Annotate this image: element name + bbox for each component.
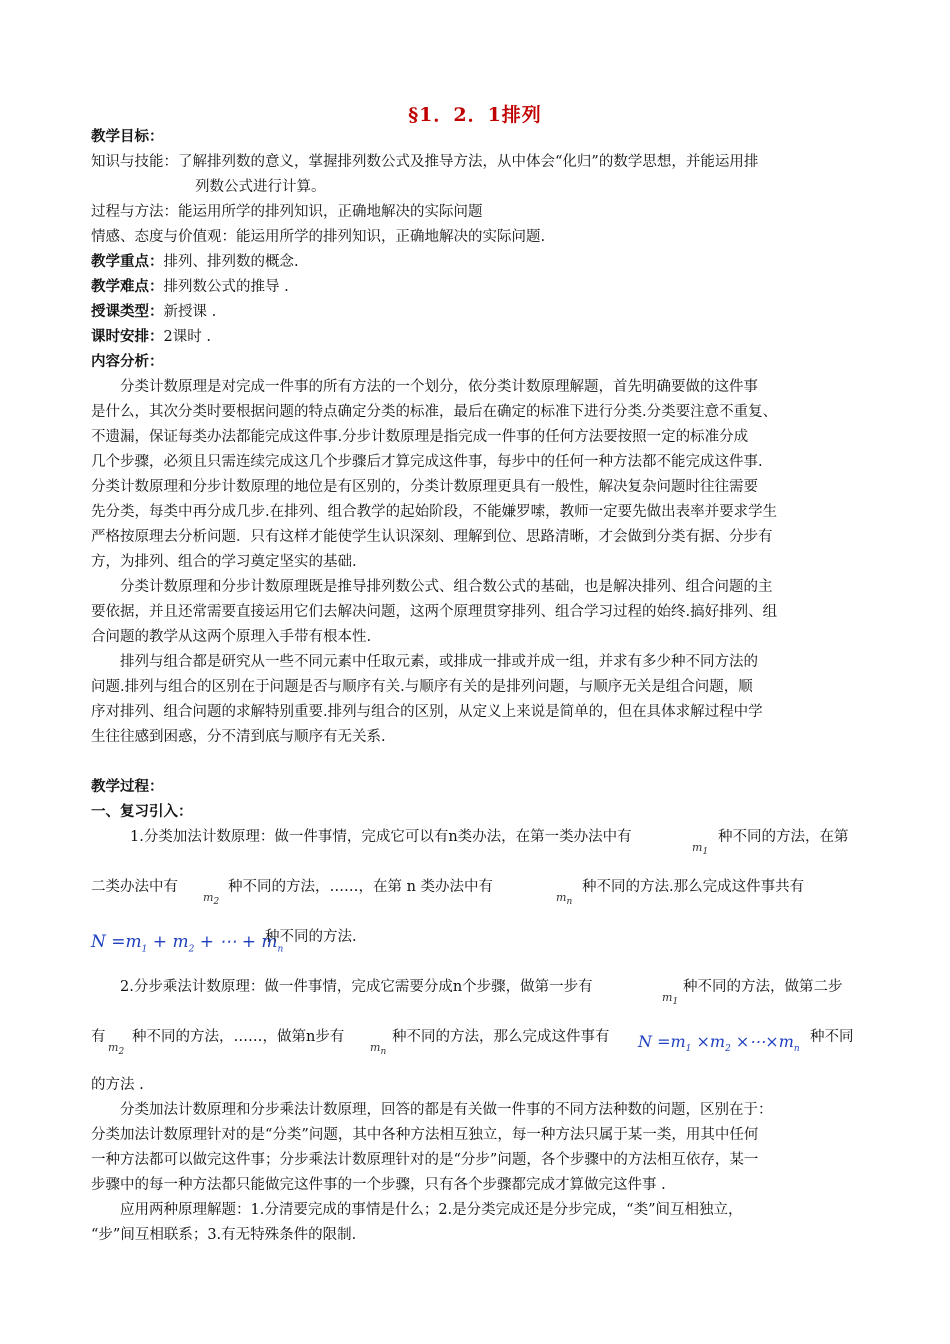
addition-text-b: 种不同的方法，在第 — [718, 829, 849, 845]
multiplication-text-2b: 种不同的方法，……，做第n步有 — [132, 1029, 345, 1045]
addition-formula-tail: 种不同的方法. — [265, 929, 357, 945]
goals-knowledge-2: 列数公式进行计算。 — [195, 179, 326, 195]
goals-heading: 教学目标： — [91, 128, 164, 145]
schedule-label: 课时安排： — [91, 328, 164, 345]
math-m1-b: $m_1$ — [662, 991, 679, 1008]
application-line: “步”间互相联系；3.有无特殊条件的限制. — [91, 1227, 357, 1243]
multiplication-text-1a: 2.分步乘法计数原理：做一件事情，完成它需要分成n个步骤，做第一步有 — [120, 979, 593, 995]
difficulty-label: 教学难点： — [91, 278, 164, 295]
analysis-p3-line: 问题.排列与组合的区别在于问题是否与顺序有关.与顺序有关的是排列问题，与顺序无关是组合问题，顺 — [91, 679, 753, 695]
addition-text-2a: 二类办法中有 — [91, 879, 178, 895]
math-mn: $m_n$ — [556, 891, 573, 908]
lesson-type-text: 新授课 . — [163, 304, 217, 320]
goals-knowledge-1: 知识与技能：了解排列数的意义，掌握排列数公式及推导方法，从中体会“化归”的数学思想，并能运用排 — [91, 154, 759, 170]
multiplication-text-2c: 种不同的方法，那么完成这件事有 — [392, 1029, 610, 1045]
analysis-p1-line: 几个步骤，必须且只需连续完成这几个步骤后才算完成这件事，每步中的任何一种方法都不能完成这件事. — [91, 454, 763, 470]
key-point — [91, 252, 299, 272]
key-point-text: 排列、排列数的概念. — [163, 254, 299, 270]
multiplication-text-2a: 有 — [91, 1029, 106, 1045]
analysis-p1-line: 分类计数原理和分步计数原理的地位是有区别的，分类计数原理更具有一般性，解决复杂问题时往往需要 — [91, 479, 758, 495]
comparison-line: 一种方法都可以做完这件事；分步乘法计数原理针对的是“分步”问题，各个步骤中的方法相互依存，某一 — [91, 1152, 759, 1168]
lesson-type-label: 授课类型： — [91, 303, 164, 320]
schedule — [91, 327, 211, 347]
analysis-p1-line: 方，为排列、组合的学习奠定坚实的基础. — [91, 554, 357, 570]
math-m1: $m_1$ — [692, 841, 709, 858]
multiplication-formula: $N =m_1 \times m_2$ $\times\cdots\times m_n$ — [638, 1032, 800, 1055]
comparison-line: 分类加法计数原理针对的是“分类”问题，其中各种方法相互独立，每一种方法只属于某一类，用其中任何 — [91, 1127, 759, 1143]
addition-text-2c: 种不同的方法.那么完成这件事共有 — [582, 879, 805, 895]
math-m2-b: $m_2$ — [108, 1041, 125, 1058]
analysis-p1-line: 分类计数原理是对完成一件事的所有方法的一个划分，依分类计数原理解题，首先明确要做的这件事 — [120, 379, 758, 395]
analysis-p1-line: 严格按原理去分析问题．只有这样才能使学生认识深刻、理解到位、思路清晰，才会做到分类有据、分步有 — [91, 529, 773, 545]
multiplication-text-3: 的方法 . — [91, 1077, 144, 1093]
addition-text-2b: 种不同的方法，……，在第 n 类办法中有 — [228, 879, 494, 895]
addition-formula: $N =m_1 + m_2$ + ⋯ + $m_n$ — [91, 932, 284, 955]
analysis-p2-line: 合问题的教学从这两个原理入手带有根本性. — [91, 629, 372, 645]
application-line: 应用两种原理解题：1.分清要完成的事情是什么；2.是分类完成还是分步完成，“类”间互相独立， — [120, 1202, 743, 1218]
analysis-p1-line: 不遗漏，保证每类办法都能完成这件事.分步计数原理是指完成一件事的任何方法要按照一定的标准分成 — [91, 429, 749, 445]
addition-principle-line-1 — [130, 827, 632, 847]
key-point-label: 教学重点： — [91, 253, 164, 270]
page-title: §1．2．1排列 — [408, 104, 542, 126]
math-m2: $m_2$ — [203, 891, 220, 908]
section-review-heading: 一、复习引入： — [91, 803, 193, 820]
analysis-p3-line: 生往往感到困惑，分不清到底与顺序有无关系. — [91, 729, 386, 745]
addition-text-a: 1.分类加法计数原理：做一件事情，完成它可以有n类办法，在第一类办法中有 — [130, 829, 632, 845]
difficulty — [91, 277, 289, 297]
analysis-p3-line: 排列与组合都是研究从一些不同元素中任取元素，或排成一排或并成一组，并求有多少种不同方法的 — [120, 654, 758, 670]
analysis-heading: 内容分析： — [91, 353, 164, 370]
goals-process: 过程与方法：能运用所学的排列知识，正确地解决的实际问题 — [91, 204, 483, 220]
multiplication-text-1b: 种不同的方法，做第二步 — [683, 979, 843, 995]
comparison-line: 分类加法计数原理和分步乘法计数原理，回答的都是有关做一件事的不同方法种数的问题，区别在于： — [120, 1102, 773, 1118]
process-heading: 教学过程： — [91, 778, 164, 795]
analysis-p1-line: 先分类，每类中再分成几步.在排列、组合教学的起始阶段，不能嫌罗嗦，教师一定要先做出表率并要求学生 — [91, 504, 778, 520]
schedule-text: 2课时 . — [163, 329, 211, 345]
multiplication-text-2d: 种不同 — [810, 1029, 854, 1045]
lesson-type — [91, 302, 216, 322]
analysis-p3-line: 序对排列、组合问题的求解特别重要.排列与组合的区别，从定义上来说是简单的，但在具体求解过程中学 — [91, 704, 763, 720]
difficulty-text: 排列数公式的推导 . — [163, 279, 289, 295]
comparison-line: 步骤中的每一种方法都只能做完这件事的一个步骤，只有各个步骤都完成才算做完这件事 . — [91, 1177, 666, 1193]
math-mn-b: $m_n$ — [370, 1041, 387, 1058]
analysis-p2-line: 要依据，并且还常需要直接运用它们去解决问题，这两个原理贯穿排列、组合学习过程的始终.搞好排列、组 — [91, 604, 778, 620]
goals-emotion: 情感、态度与价值观：能运用所学的排列知识，正确地解决的实际问题. — [91, 229, 546, 245]
analysis-p2-line: 分类计数原理和分步计数原理既是推导排列数公式、组合数公式的基础，也是解决排列、组合问题的主 — [120, 579, 773, 595]
analysis-p1-line: 是什么，其次分类时要根据问题的特点确定分类的标准，最后在确定的标准下进行分类.分类要注意不重复、 — [91, 404, 778, 420]
